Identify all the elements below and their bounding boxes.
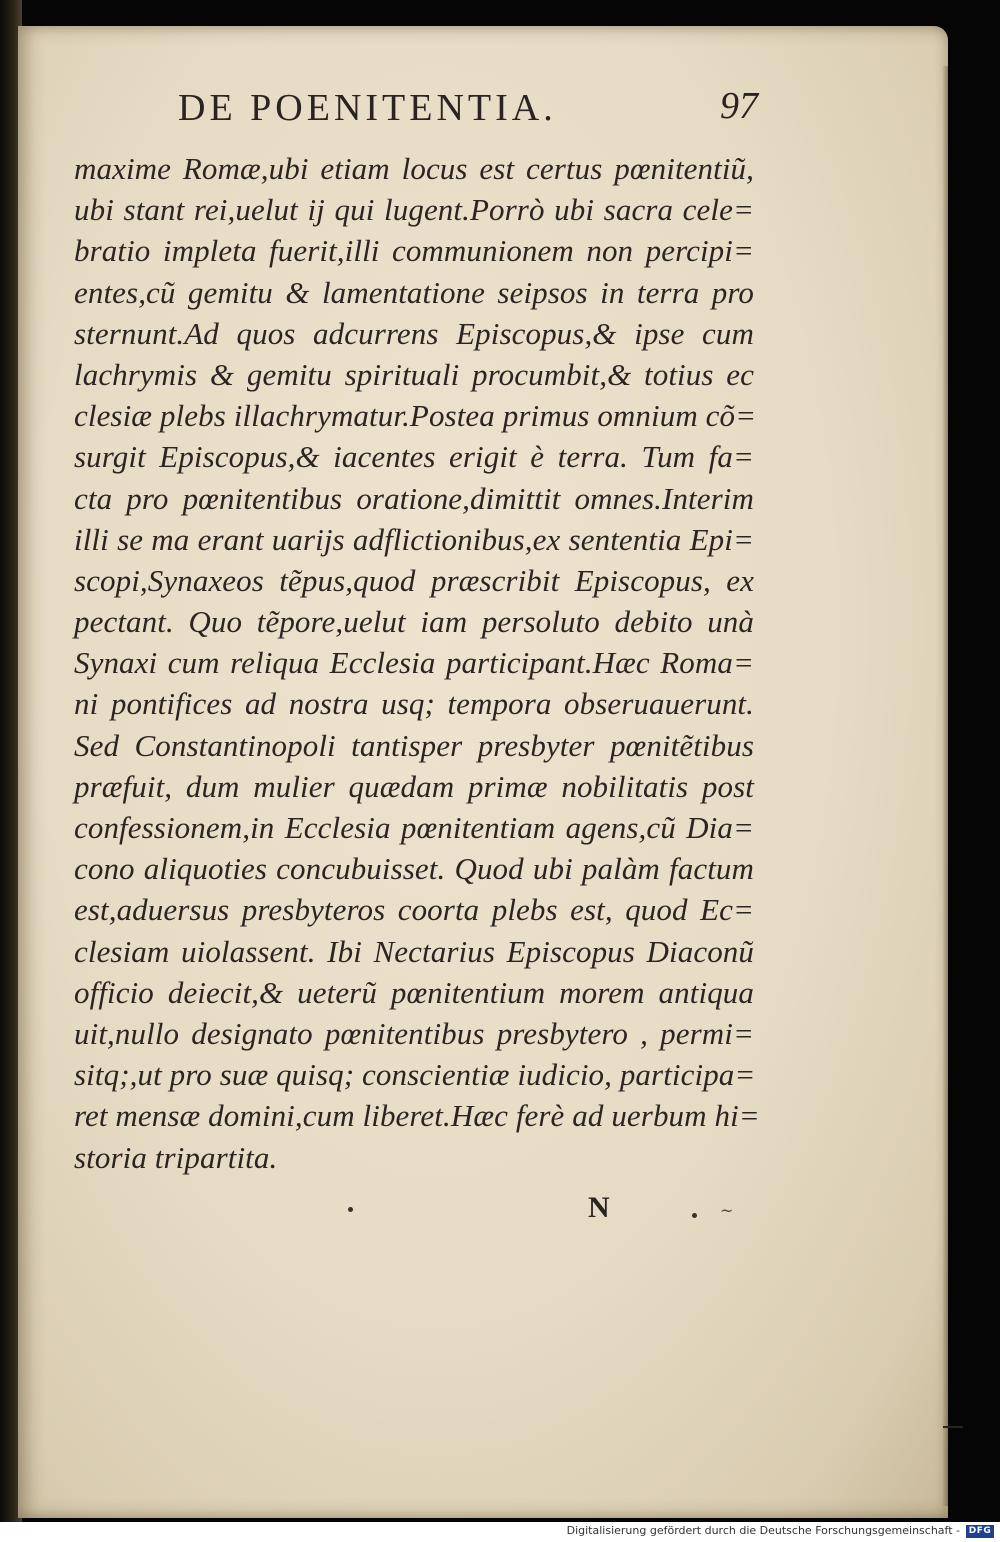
text-line: officio deiecit,& ueterũ pœnitentium morem antiqua (74, 974, 754, 1010)
running-head-title: DE POENITENTIA. (178, 87, 557, 129)
text-line: surgit Episcopus,& iacentes erigit è terra. Tum fa= (74, 439, 754, 475)
text-line: sternunt.Ad quos adcurrens Episcopus,& ipse cum (74, 315, 754, 351)
ink-mark (943, 1426, 963, 1428)
text-line: ni pontifices ad nostra usq; tempora obseruauerunt. (74, 686, 754, 722)
text-line: Synaxi cum reliqua Ecclesia participant.Hæc Roma= (74, 645, 754, 681)
text-line: uit,nullo designato pœnitentibus presbytero , permi= (74, 1015, 754, 1051)
text-line: est,aduersus presbyteros coorta plebs est, quod Ec= (74, 892, 754, 928)
text-line: entes,cũ gemitu & lamentatione seipsos in terra pro (74, 274, 754, 310)
funding-credit: Digitalisierung gefördert durch die Deutsche Forschungsgemeinschaft - (566, 1524, 960, 1537)
text-line: scopi,Synaxeos tẽpus,quod præscribit Episcopus, ex (74, 562, 754, 598)
text-line: lachrymis & gemitu spirituali procumbit,& totius ec (74, 356, 754, 392)
text-line: confessionem,in Ecclesia pœnitentiam agens,cũ Dia= (74, 810, 754, 845)
running-head (158, 86, 768, 146)
text-line: clesiam uiolassent. Ibi Nectarius Episcopus Diaconũ (74, 933, 754, 969)
text-line: illi se ma erant uarijs adflictionibus,ex sententia Epi= (74, 521, 754, 557)
text-line: cono aliquoties concubuisset. Quod ubi palàm factum (74, 851, 754, 887)
dfg-logo-icon: DFG (966, 1525, 994, 1538)
footer-bar (0, 1522, 1000, 1542)
ink-dot (348, 1207, 353, 1212)
text-line: bratio impleta fuerit,illi communionem non percipi= (74, 233, 754, 269)
page-edge-shadow (942, 66, 948, 1506)
text-line: clesiæ plebs illachrymatur.Postea primus omnium cõ= (74, 398, 757, 434)
ink-mark: ~ (720, 1201, 734, 1220)
book-page (18, 26, 948, 1518)
page-number: 97 (720, 85, 758, 127)
text-line: præfuit, dum mulier quædam primæ nobilitatis post (74, 768, 754, 804)
text-line: ubi stant rei,uelut ij qui lugent.Porrò ubi sacra cele= (74, 192, 754, 228)
text-line: pectant. Quo tẽpore,uelut iam persoluto debito unà (74, 604, 754, 640)
text-line: Sed Constantinopoli tantisper presbyter pœnitẽtibus (74, 727, 754, 763)
signature-mark: N (588, 1191, 610, 1224)
text-line: cta pro pœnitentibus oratione,dimittit omnes.Interim (74, 480, 754, 516)
text-line: ret mensæ domini,cum liberet.Hæc ferè ad uerbum hi= (74, 1098, 760, 1134)
text-line: maxime Romæ,ubi etiam locus est certus pœnitentiũ, (74, 151, 754, 186)
text-line: storia tripartita. (74, 1139, 278, 1175)
signature-row (348, 1191, 748, 1231)
body-text (74, 148, 760, 1178)
ink-dot (692, 1213, 697, 1218)
text-line: sitq;,ut pro suæ quisq; conscientiæ iudicio, participa= (74, 1057, 756, 1093)
